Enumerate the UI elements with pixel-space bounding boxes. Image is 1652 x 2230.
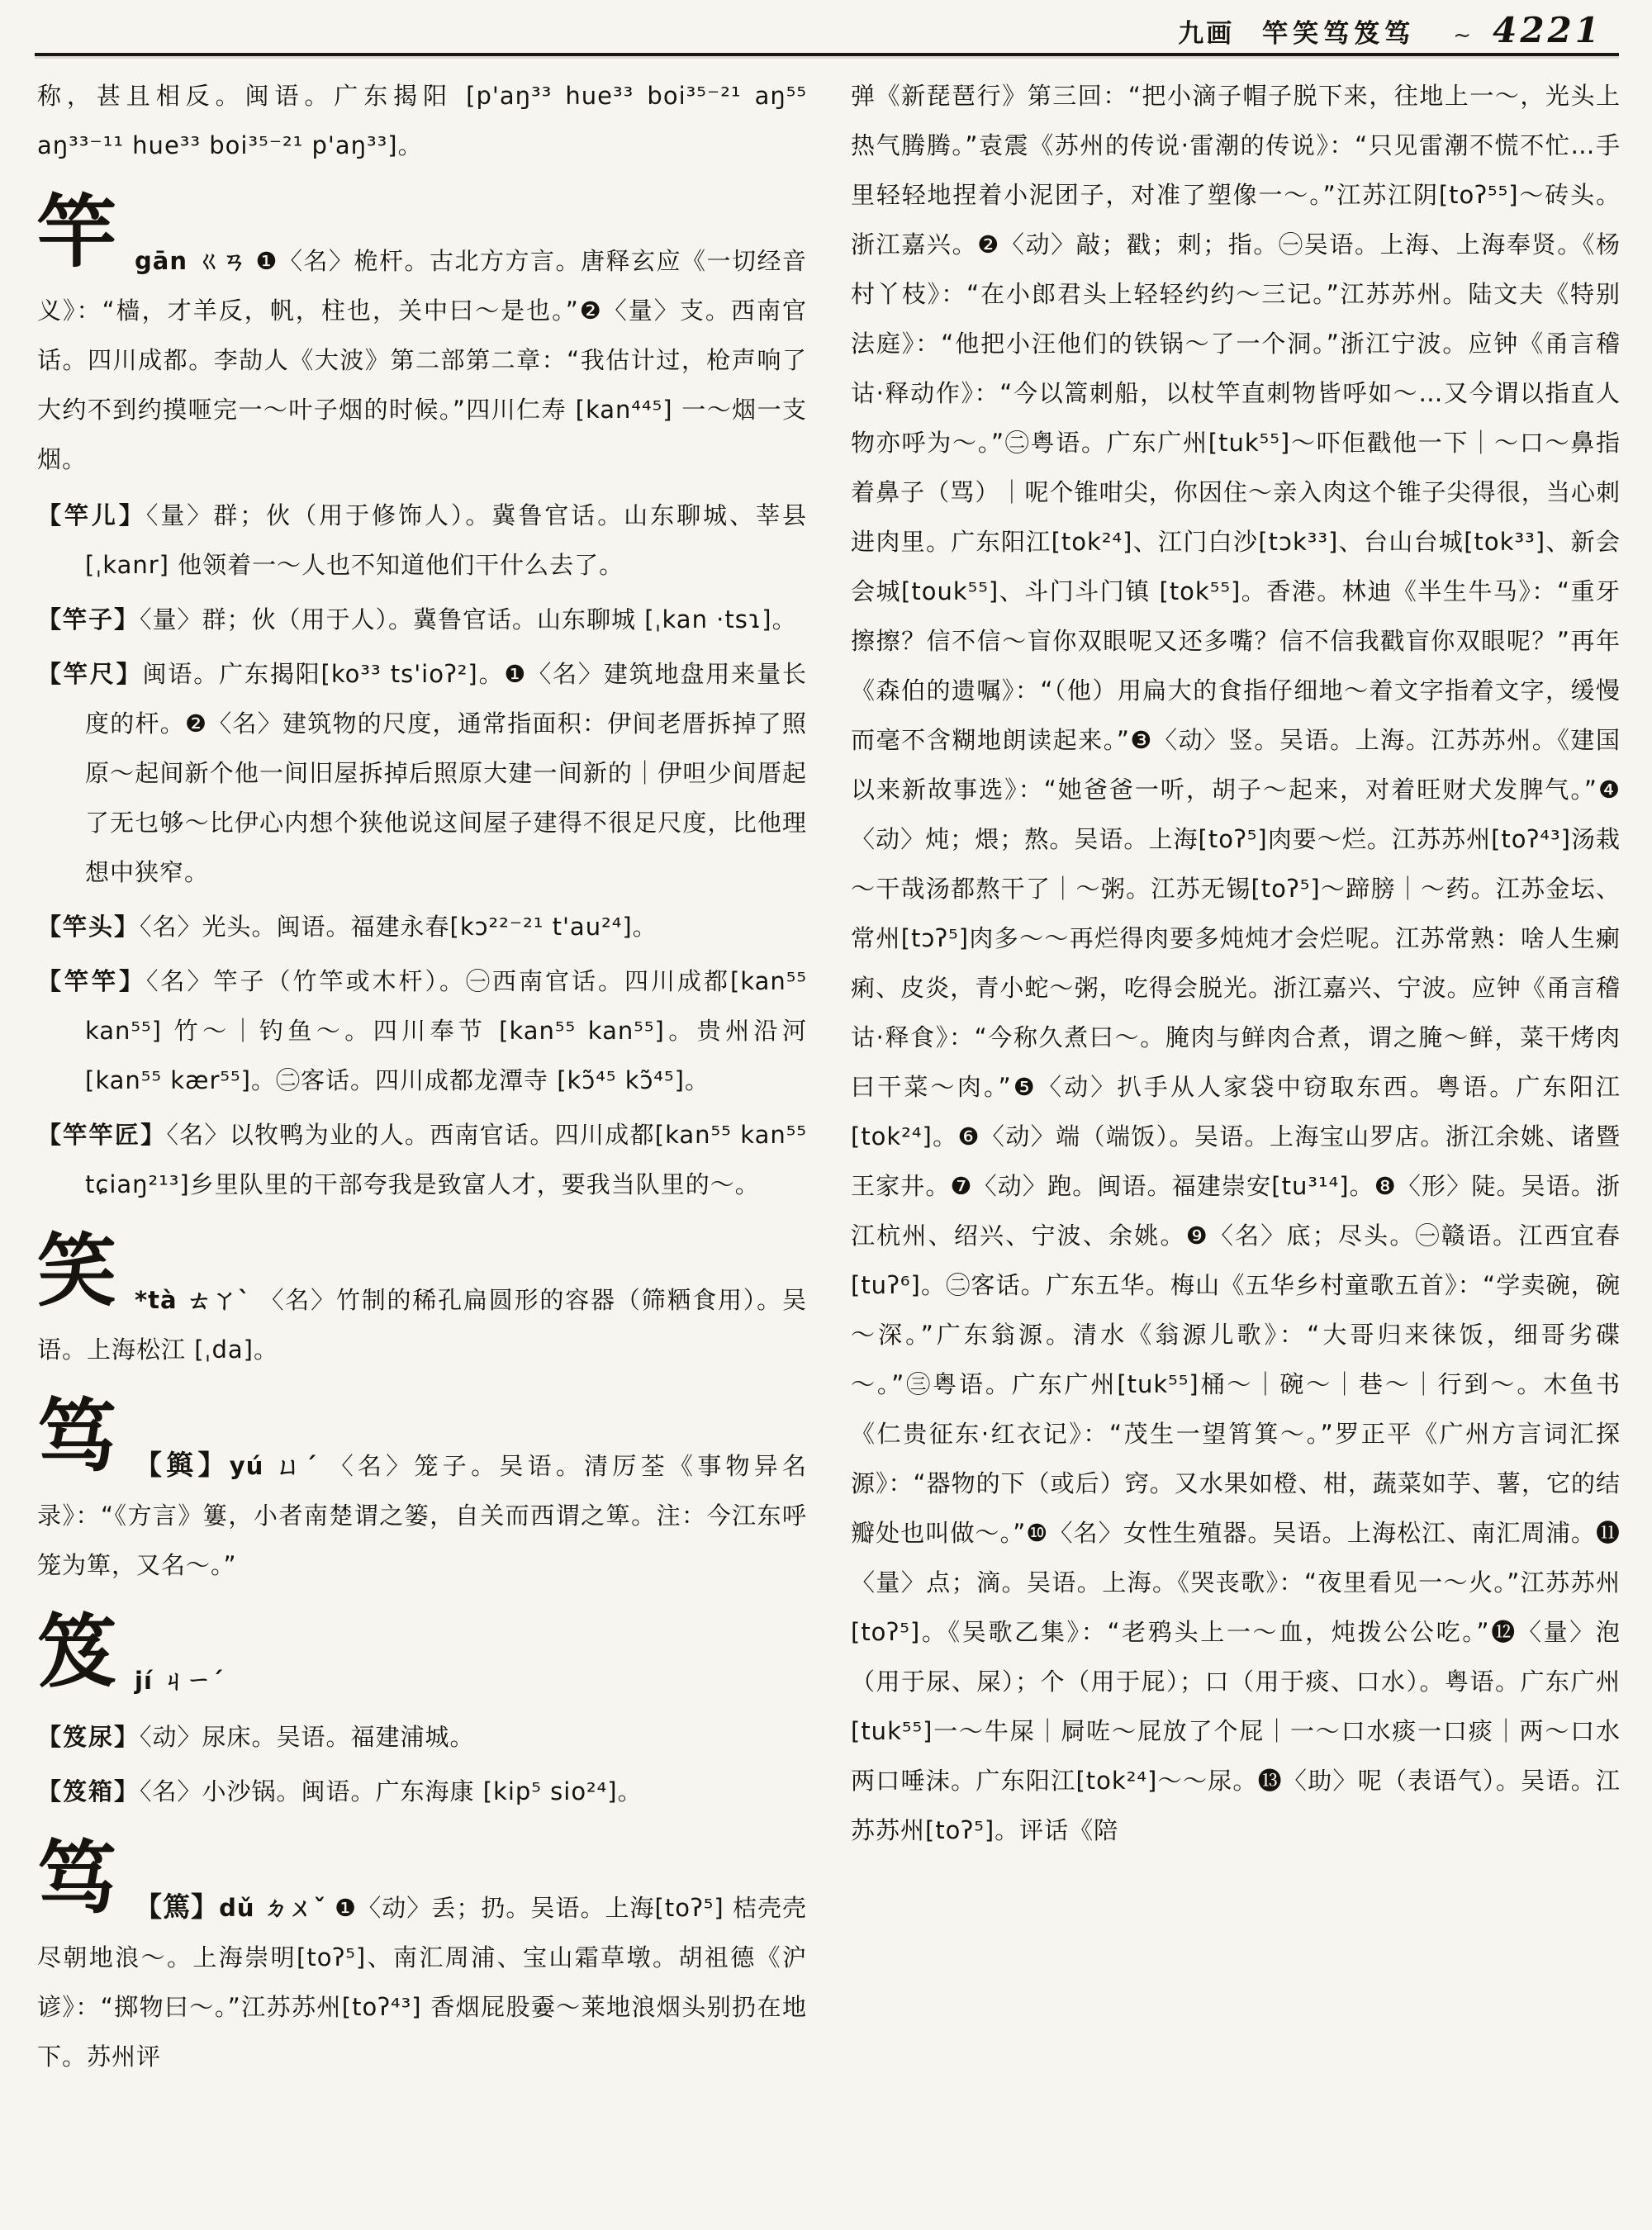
subentry-ganchi [37, 649, 807, 897]
entry-yu [37, 1391, 807, 1590]
subentry-headword: 【竿竿】 [37, 967, 146, 995]
entry-range-label: 竿笑笃笈笃 [1262, 19, 1416, 49]
entry-text: 〈名〉以牧鸭为业的人。西南官话。四川成都[kan⁵⁵ kan⁵⁵ tɕiaŋ²¹³]乡里队里的干部夸我是致富人才，要我当队里的～。 [85, 1121, 807, 1198]
subentry-headword: 【竿尺】 [37, 660, 143, 688]
pronunciation: jí ㄐㄧˊ [135, 1667, 225, 1695]
headline-spacer [135, 1833, 799, 1834]
entry-text: 〈名〉竿子（竹竿或木杆）。㊀西南官话。四川成都[kan⁵⁵ kan⁵⁵] 竹～｜钓鱼～。四川奉节 [kan⁵⁵ kan⁵⁵]。贵州沿河 [kan⁵⁵ kær⁵⁵]。㊁客话。四川成都龙潭寺 [kɔ̃⁴⁵ kɔ̃⁴⁵]。 [85, 967, 807, 1094]
entry-text: 〈名〉小沙锅。闽语。广东海康 [kip⁵ sio²⁴]。 [140, 1777, 643, 1805]
variant-form: 【篤】 [135, 1891, 220, 1923]
columns [37, 71, 1621, 2218]
subentry-headword: 【竿头】 [37, 913, 140, 941]
subentry-jiniao [37, 1712, 807, 1762]
pronunciation: yú ㄩˊ [229, 1452, 321, 1480]
entry-text: 〈量〉群；伙（用于修饰人）。冀鲁官话。山东聊城、莘县[ˌkanr] 他领着一～人也不知道他们干什么去了。 [85, 501, 807, 579]
header-separator-mark: ~ [1453, 23, 1472, 48]
headline-spacer [135, 1391, 799, 1392]
subentry-gantou [37, 902, 807, 951]
headword-char: 笑 [37, 1225, 116, 1317]
headword-char: 笃 [37, 1390, 116, 1483]
entry-du-continuation [851, 71, 1621, 1855]
entry-text: 〈量〉群；伙（用于人）。冀鲁官话。山东聊城 [ˌkan ·tsɿ]。 [140, 605, 797, 633]
subentry-headword: 【笈箱】 [37, 1777, 140, 1805]
entry-gan [37, 187, 807, 484]
pronunciation: *tà ㄊㄚˋ [135, 1286, 252, 1314]
subentry-ganganjiang [37, 1110, 807, 1209]
entry-text: 〈名〉竹制的稀孔扁圆形的容器（筛粞食用）。吴语。上海松江 [ˌda]。 [37, 1286, 807, 1364]
subentry-gangan [37, 956, 807, 1105]
entry-text: ❶〈动〉丢；扔。吴语。上海[toʔ⁵] 桔壳壳尽朝地浪～。上海崇明[toʔ⁵]、南汇周浦、宝山霜草墩。胡祖德《沪谚》：“掷物曰～。”江苏苏州[toʔ⁴³] 香烟屁股嫑～莱地浪烟头别扔在地下。苏州评 [37, 1894, 807, 2071]
pronunciation: gān ㄍㄢ [135, 247, 248, 275]
subentry-headword: 【竿儿】 [37, 501, 146, 529]
entry-du [37, 1833, 807, 2081]
stroke-section-label: 九画 [1178, 19, 1235, 49]
subentry-jixiang [37, 1767, 807, 1816]
headword-char: 笈 [37, 1606, 116, 1698]
variant-form: 【籅】 [135, 1449, 230, 1481]
subentry-headword: 【竿竿匠】 [37, 1121, 167, 1149]
entry-text: ❶〈名〉桅杆。古北方方言。唐释玄应《一切经音义》：“樯，才羊反，帆，柱也，关中曰～是也。”❷〈量〉支。西南官话。四川成都。李劼人《大波》第二部第二章：“我估计过，枪声响了大约不到约摸咂完一～叶子烟的时候。”四川仁寿 [kan⁴⁴⁵] 一～烟一支烟。 [37, 247, 807, 473]
subentry-ganzi [37, 595, 807, 644]
entry-ta [37, 1226, 807, 1374]
pronunciation: dǔ ㄉㄨˇ [219, 1894, 327, 1922]
headword-char: 竿 [37, 186, 116, 278]
page-number: 4221 [1493, 10, 1602, 50]
entry-text: 〈名〉笼子。吴语。清厉荃《事物异名录》：“《方言》簍，小者南楚谓之篓，自关而西谓之箄。注：今江东呼笼为箄，又名～。” [37, 1452, 807, 1579]
headline-spacer [135, 1606, 799, 1607]
entry-text: 〈动〉尿床。吴语。福建浦城。 [140, 1723, 475, 1751]
subentry-ganr [37, 491, 807, 590]
entry-text: 闽语。广东揭阳[ko³³ ts'ioʔ²]。❶〈名〉建筑地盘用来量长度的杆。❷〈名〉建筑物的尺度，通常指面积：伊间老厝拆掉了照原～起间新个他一间旧屋拆掉后照原大建一间新的｜伊呾少间厝起了无乜够～比伊心内想个狭他说这间屋子建得不很足尺度，比他理想中狭窄。 [85, 660, 807, 886]
page-header [0, 10, 1602, 50]
headword-char: 笃 [37, 1832, 116, 1924]
entry-ji [37, 1606, 807, 1706]
entry-text: 〈名〉光头。闽语。福建永春[kɔ²²⁻²¹ t'au²⁴]。 [140, 913, 657, 941]
subentry-headword: 【竿子】 [37, 605, 140, 633]
subentry-headword: 【笈尿】 [37, 1723, 140, 1751]
entry-text: 称，甚且相反。闽语。广东揭阳 [p'aŋ³³ hue³³ boi³⁵⁻²¹ aŋ⁵⁵ aŋ³³⁻¹¹ hue³³ boi³⁵⁻²¹ p'aŋ³³]。 [37, 82, 807, 159]
right-column [851, 71, 1621, 2218]
left-column [37, 71, 807, 2218]
continuation-paragraph [37, 71, 807, 170]
entry-text: 弹《新琵琶行》第三回：“把小滴子帽子脱下来，往地上一～，光头上热气腾腾。”袁震《苏州的传说·雷潮的传说》：“只见雷潮不慌不忙…手里轻轻地捏着小泥团子，对准了塑像一～。”江苏江阴[toʔ⁵⁵]～砖头。浙江嘉兴。❷〈动〉敲；戳；刺；指。㊀吴语。上海、上海奉贤。《杨村丫枝》：“在小郎君头上轻轻约约～三记。”江苏苏州。陆文夫《特别法庭》：“他把小汪他们的铁锅～了一个洞。”浙江宁波。应钟《甬言稽诂·释动作》：“今以篙刺船，以杖竿直刺物皆呼如～…又今谓以指直人物亦呼为～。”㊁粤语。广东广州[tuk⁵⁵]～吓佢戳他一下｜～口～鼻指着鼻子（骂）｜呢个锥咁尖，你因住～亲入肉这个锥子尖得很，当心刺进肉里。广东阳江[tok²⁴]、江门白沙[tɔk³³]、台山台城[tok³³]、新会会城[touk⁵⁵]、斗门斗门镇 [tok⁵⁵]。香港。林迪《半生牛马》：“重牙擦擦？信不信～盲你双眼呢又还多嘴？信不信我戳盲你双眼呢？”再年《森伯的遗嘱》：“（他）用扁大的食指仔细地～着文字指着文字，缓慢而毫不含糊地朗读起来。”❸〈动〉竖。吴语。上海。江苏苏州。《建国以来新故事选》：“她爸爸一听，胡子～起来，对着旺财犬发脾气。”❹〈动〉炖；煨；熬。吴语。上海[toʔ⁵]肉要～烂。江苏苏州[toʔ⁴³]汤栽～干哉汤都熬干了｜～粥。江苏无锡[toʔ⁵]～蹄膀｜～药。江苏金坛、常州[tɔʔ⁵]肉多～～再烂得肉要多炖炖才会烂呢。江苏常熟：啥人生瘌痢、皮炎，青小蛇～粥，吃得会脱光。浙江嘉兴、宁波。应钟《甬言稽诂·释食》：“今称久煮曰～。腌肉与鲜肉合煮，谓之腌～鲜，菜干烤肉曰干菜～肉。”❺〈动〉扒手从人家袋中窃取东西。粤语。广东阳江[tok²⁴]。❻〈动〉端（端饭）。吴语。上海宝山罗店。浙江余姚、诸暨王家井。❼〈动〉跑。闽语。福建崇安[tu³¹⁴]。❽〈形〉陡。吴语。浙江杭州、绍兴、宁波、余姚。❾〈名〉底；尽头。㊀赣语。江西宜春[tuʔ⁶]。㊁客话。广东五华。梅山《五华乡村童歌五首》：“学卖碗，碗～深。”广东翁源。清水《翁源儿歌》：“大哥归来徕饭，细哥劣碟～。”㊂粤语。广东广州[tuk⁵⁵]桶～｜碗～｜巷～｜行到～。木鱼书《仁贵征东·红衣记》：“茂生一望筲箕～。”罗正平《广州方言词汇探源》：“器物的下（或后）窍。又水果如橙、柑，蔬菜如芋、薯，它的结瓣处也叫做～。”❿〈名〉女性生殖器。吴语。上海松江、南汇周浦。⓫〈量〉点；滴。吴语。上海。《哭丧歌》：“夜里看见一～火。”江苏苏州 [toʔ⁵]。《吴歌乙集》：“老鸦头上一～血，炖拨公公吃。”⓬〈量〉泡（用于尿、屎）；个（用于屁）；口（用于痰、口水）。粤语。广东广州[tuk⁵⁵]一～牛屎｜屙咗～屁放了个屁｜一～口水痰一口痰｜两～口水两口唾沫。广东阳江[tok²⁴]～～尿。⓭〈助〉呢（表语气）。吴语。江苏苏州[toʔ⁵]。评话《陪 [851, 82, 1621, 1844]
header-rule [35, 53, 1619, 56]
